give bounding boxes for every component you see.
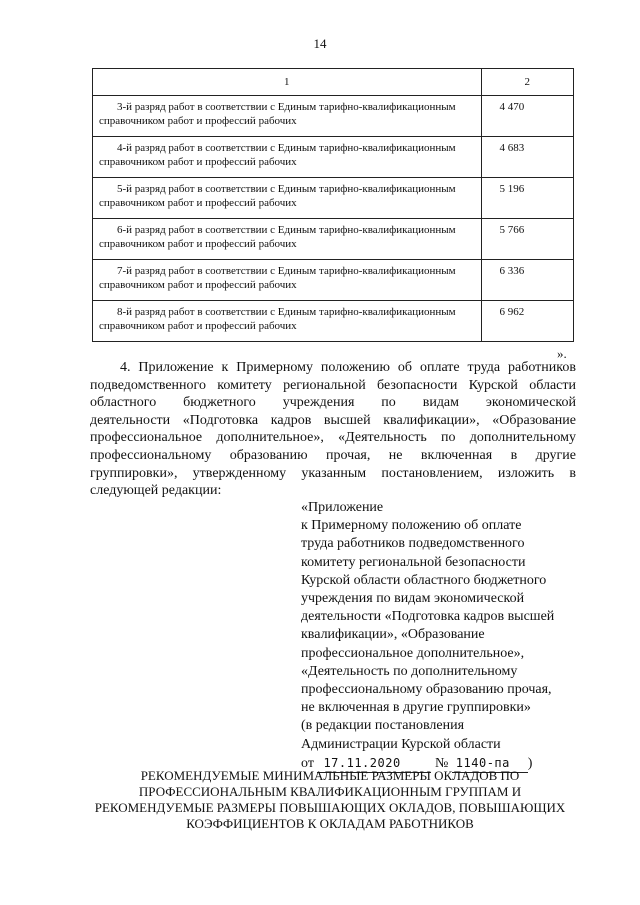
paragraph-line: группировки», утвержденному указанным постановлением, изложить в — [90, 465, 576, 481]
number-prefix: № — [434, 755, 449, 771]
paragraph-line: профессиональное дополнительное», «Деятельность по дополнительному — [90, 430, 576, 446]
table-cell-value: 6 962 — [481, 301, 574, 342]
table-cell-description: 8-й разряд работ в соответствии с Единым тарифно-квалификационным справочником работ и профессий рабочих — [93, 301, 482, 342]
appendix-header-block — [301, 499, 581, 773]
appendix-line: учреждения по видам экономической — [301, 591, 525, 607]
table-cell-description: 6-й разряд работ в соответствии с Единым тарифно-квалификационным справочником работ и профессий рабочих — [93, 219, 482, 260]
table-row — [93, 260, 574, 301]
paragraph-line: областного бюджетного учреждения по видам экономической — [90, 395, 576, 411]
appendix-line: «Приложение — [301, 500, 384, 515]
page-number: 14 — [313, 36, 327, 51]
heading-line: ПРОФЕССИОНАЛЬНЫМ КВАЛИФИКАЦИОННЫМ ГРУППАМ И — [138, 784, 522, 799]
table-cell-description: 5-й разряд работ в соответствии с Единым тарифно-квалификационным справочником работ и профессий рабочих — [93, 178, 482, 219]
appendix-line: Администрации Курской области — [301, 736, 501, 752]
table-cell-value: 4 683 — [481, 137, 574, 178]
table-cell-description: 7-й разряд работ в соответствии с Единым тарифно-квалификационным справочником работ и профессий рабочих — [93, 260, 482, 301]
table-row — [93, 178, 574, 219]
appendix-line: профессиональному образованию прочая, — [301, 682, 552, 698]
table-row — [93, 219, 574, 260]
appendix-line: профессиональное дополнительное», — [301, 645, 525, 661]
table-cell-value: 6 336 — [481, 260, 574, 301]
decree-date: 17.11.2020 — [317, 754, 431, 773]
table-row — [93, 137, 574, 178]
paragraph-line: деятельности «Подготовка кадров высшей квалификации», «Образование — [90, 412, 576, 428]
closing-parenthesis: ) — [527, 755, 533, 771]
section-heading — [80, 768, 580, 832]
table-row — [93, 96, 574, 137]
appendix-line: деятельности «Подготовка кадров высшей — [301, 609, 555, 625]
appendix-line: Курской области областного бюджетного — [301, 572, 547, 588]
paragraph-line: следующей редакции: — [90, 483, 222, 499]
table-header-cell: 1 — [93, 69, 482, 96]
decree-number: 1140-па — [452, 754, 528, 773]
appendix-line: квалификации», «Образование — [301, 627, 485, 643]
heading-line: КОЭФФИЦИЕНТОВ К ОКЛАДАМ РАБОТНИКОВ — [186, 816, 474, 831]
table-closing-quote: ». — [557, 346, 567, 361]
appendix-line: (в редакции постановления — [301, 718, 465, 734]
appendix-line: труда работников подведомственного — [301, 536, 525, 552]
table-cell-value: 4 470 — [481, 96, 574, 137]
table-cell-value: 5 196 — [481, 178, 574, 219]
table-cell-description: 4-й разряд работ в соответствии с Единым тарифно-квалификационным справочником работ и профессий рабочих — [93, 137, 482, 178]
appendix-line: к Примерному положению об оплате — [301, 518, 522, 534]
paragraph-line: 4. Приложение к Примерному положению об оплате труда работников — [120, 360, 576, 375]
table-cell-description: 3-й разряд работ в соответствии с Единым тарифно-квалификационным справочником работ и профессий рабочих — [93, 96, 482, 137]
paragraph-line: профессиональному образованию прочая, не включенная в другие — [90, 447, 576, 463]
appendix-line: «Деятельность по дополнительному — [301, 663, 518, 679]
salary-table — [92, 68, 574, 342]
heading-line: РЕКОМЕНДУЕМЫЕ МИНИМАЛЬНЫЕ РАЗМЕРЫ ОКЛАДОВ ПО — [140, 768, 520, 783]
table-cell-value: 5 766 — [481, 219, 574, 260]
date-prefix: от — [301, 755, 314, 771]
table-header-row — [93, 69, 574, 96]
paragraph-line: подведомственного комитету региональной безопасности Курской области — [90, 377, 576, 393]
table-header-cell: 2 — [481, 69, 574, 96]
appendix-line: комитету региональной безопасности — [301, 554, 526, 570]
amendment-paragraph — [90, 359, 576, 500]
table-row — [93, 301, 574, 342]
heading-line: РЕКОМЕНДУЕМЫЕ РАЗМЕРЫ ПОВЫШАЮЩИХ ОКЛАДОВ, ПОВЫШАЮЩИХ — [94, 800, 566, 815]
appendix-line: не включенная в другие группировки» — [301, 700, 531, 716]
